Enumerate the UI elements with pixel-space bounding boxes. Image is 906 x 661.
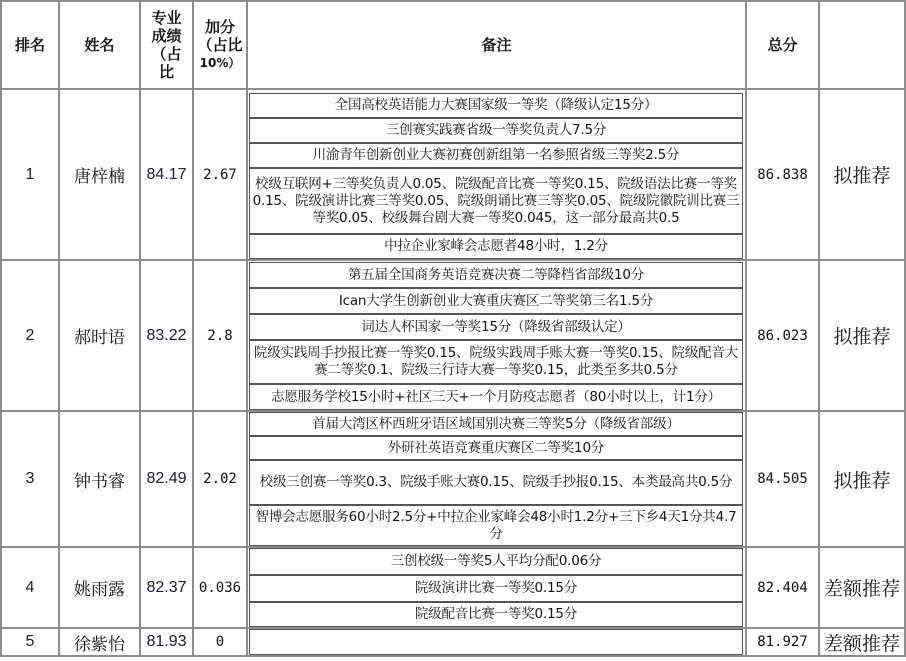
row-2-note-4: 院级实践周手抄报比赛一等奖0.15、院级实践周手账大赛一等奖0.15、院级配音大赛二等奖0.1、院级三行诗大赛一等奖0.15，此类至多共0.5分	[249, 340, 743, 384]
header-major-line-3: （占	[151, 45, 182, 63]
header-major-line-2: 成绩	[151, 27, 182, 45]
row-2-rank: 2	[25, 326, 35, 344]
row-1-name: 唐梓楠	[74, 167, 125, 187]
row-2-note-5: 志愿服务学校15小时+社区三天+一个月防疫志愿者（80小时以上，计1分）	[249, 384, 743, 410]
row-3-bonus: 2.02	[203, 471, 237, 487]
header-bonus-line-3: 10%）	[199, 56, 241, 70]
row-3-rank: 3	[25, 470, 35, 487]
row-3-note-3: 校级三创赛一等奖0.3、院级手账大赛0.15、院级手抄报0.15、本类最高共0.5分	[249, 460, 743, 505]
row-2-note-2: Ican大学生创新创业大赛重庆赛区二等奖第三名1.5分	[249, 288, 743, 314]
row-1-recommendation: 拟推荐	[833, 165, 891, 187]
row-5-note-empty	[249, 629, 743, 655]
table-border-bottom	[0, 655, 906, 657]
row-1-note-5: 中拉企业家峰会志愿者48小时，1.2分	[249, 234, 743, 259]
row-4-note-2: 院级演讲比赛一等奖0.15分	[249, 575, 743, 602]
row-1-total: 86.838	[757, 166, 808, 183]
row-2-total: 86.023	[757, 327, 808, 344]
header-recommendation	[820, 2, 904, 88]
row-3-name: 钟书睿	[74, 471, 125, 492]
col-line-4	[246, 0, 248, 657]
row-4-recommendation: 差额推荐	[823, 578, 900, 600]
row-1-rank: 1	[25, 165, 35, 183]
header-notes: 备注	[481, 35, 512, 54]
row-4-rank: 4	[25, 578, 35, 596]
row-1-note-4: 校级互联网+三等奖负责人0.05、院级配音比赛一等奖0.15、院级语法比赛一等奖0.15、院级演讲比赛三等奖0.05、院级朗诵比赛三等奖0.05、院级院徽院训比赛三等奖0.05、校级舞台剧大赛一等奖0.045，这一部分最高共0.5	[249, 168, 743, 234]
header-rank: 排名	[14, 35, 45, 54]
row-4-total: 82.404	[757, 579, 808, 596]
row-3-major-score: 82.49	[146, 470, 187, 487]
row-5-rank: 5	[25, 633, 35, 650]
header-bonus	[194, 2, 246, 88]
row-1-bonus: 2.67	[203, 166, 237, 183]
row-2-name: 郝时语	[74, 328, 125, 348]
row-1-note-3: 川渝青年创新创业大赛初赛创新组第一名参照省级三等奖2.5分	[249, 143, 743, 168]
row-4-name: 姚雨露	[74, 580, 125, 600]
row-3-note-4: 智博会志愿服务60小时2.5分+中拉企业家峰会48小时1.2分+三下乡4天1分共4.7分	[249, 505, 743, 546]
row-2-note-3: 词达人杯国家一等奖15分（降级省部级认定）	[249, 314, 743, 340]
row-2-major-score: 83.22	[146, 326, 187, 344]
row-4-bonus: 0.036	[198, 579, 242, 596]
row-4-note-3: 院级配音比赛一等奖0.15分	[249, 602, 743, 627]
row-5-bonus: 0	[215, 634, 225, 650]
header-name: 姓名	[84, 35, 115, 54]
row-5-total: 81.927	[757, 634, 808, 650]
row-2-note-1: 第五届全国商务英语竞赛决赛二等降档省部级10分	[249, 262, 743, 288]
row-3-note-1: 首届大湾区杯西班牙语区域国别决赛三等奖5分（降级省部级）	[249, 412, 743, 436]
row-2-bonus: 2.8	[207, 327, 233, 344]
row-1-major-score: 84.17	[146, 165, 187, 183]
header-major-line-4: 比	[158, 63, 174, 81]
row-5-recommendation: 差额推荐	[823, 632, 900, 655]
row-1-note-2: 三创赛实践赛省级一等奖负责人7.5分	[249, 118, 743, 143]
header-bonus-line-2: （占比	[197, 36, 243, 54]
row-3-total: 84.505	[757, 471, 808, 487]
row-3-recommendation: 拟推荐	[833, 469, 891, 492]
header-bonus-line-1: 加分	[204, 18, 235, 36]
header-total: 总分	[767, 35, 798, 54]
row-2-recommendation: 拟推荐	[833, 326, 891, 348]
header-major-line-1: 专业	[151, 9, 182, 27]
row-3-note-2: 外研社英语竞赛重庆赛区二等奖10分	[249, 436, 743, 460]
row-5-major-score: 81.93	[146, 633, 187, 650]
row-4-note-1: 三创校级一等奖5人平均分配0.06分	[249, 548, 743, 575]
header-major-score	[141, 2, 192, 88]
row-4-major-score: 82.37	[146, 578, 187, 596]
row-5-name: 徐紫怡	[74, 634, 125, 655]
row-1-note-1: 全国高校英语能力大赛国家级一等奖（降级认定15分）	[249, 93, 743, 118]
